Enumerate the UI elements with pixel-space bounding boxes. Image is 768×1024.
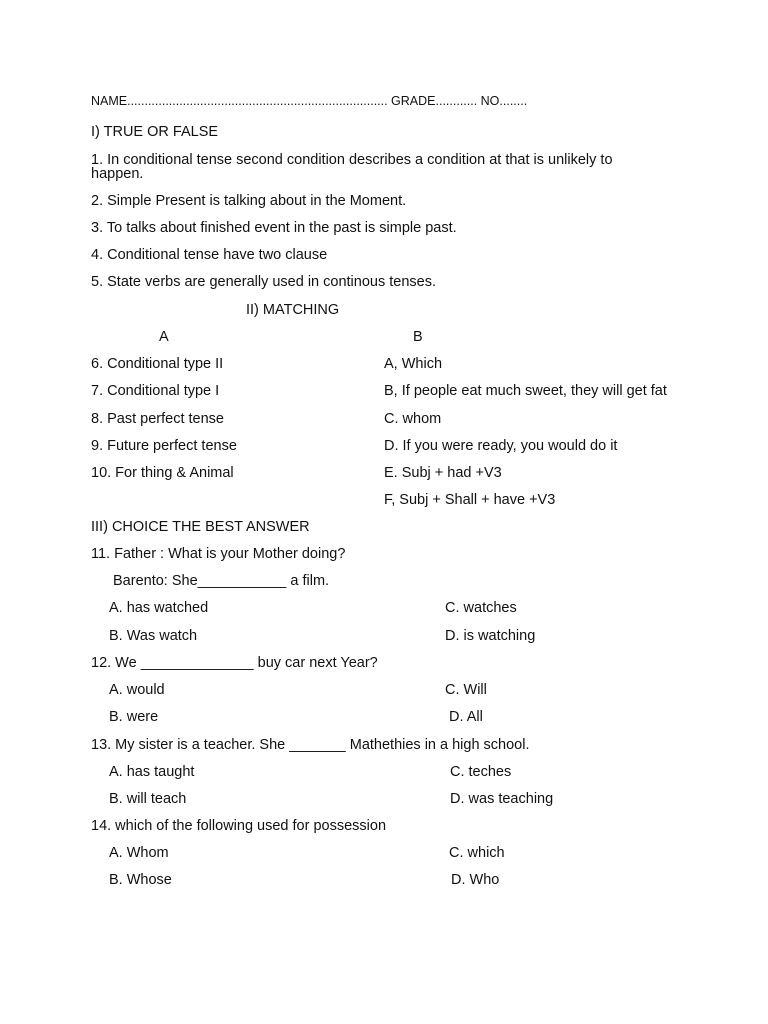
matching-a-item-10: 10. For thing & Animal — [91, 465, 234, 481]
question-14-option-c: C. which — [449, 845, 505, 861]
question-11-option-c: C. watches — [445, 600, 517, 616]
matching-a-item-8: 8. Past perfect tense — [91, 411, 224, 427]
question-11: 11. Father : What is your Mother doing? — [91, 546, 346, 562]
true-false-item-5: 5. State verbs are generally used in continous tenses. — [91, 274, 436, 290]
question-14-option-a: A. Whom — [109, 845, 169, 861]
matching-a-item-7: 7. Conditional type I — [91, 383, 220, 399]
matching-b-option-d: D. If you were ready, you would do it — [384, 438, 618, 454]
question-13-option-b: B. will teach — [109, 791, 187, 807]
matching-b-option-a: A, Which — [384, 356, 443, 372]
question-14: 14. which of the following used for possession — [91, 818, 387, 834]
matching-column-a-header: A — [159, 329, 169, 345]
question-13-option-d: D. was teaching — [450, 791, 554, 807]
question-13: 13. My sister is a teacher. She _______ Mathethies in a high school. — [91, 737, 530, 753]
matching-b-option-c: C. whom — [384, 411, 442, 427]
question-14-option-d: D. Who — [451, 872, 500, 888]
true-false-item-1: 1. In conditional tense second condition describes a condition at that is unlikely to happen. — [91, 152, 613, 182]
matching-column-b-header: B — [413, 329, 423, 345]
question-11-option-b: B. Was watch — [109, 628, 198, 644]
question-12: 12. We ______________ buy car next Year? — [91, 655, 378, 671]
section-matching-title: II) MATCHING — [246, 302, 340, 318]
question-11-line-2: Barento: She___________ a film. — [113, 573, 330, 589]
question-14-option-b: B. Whose — [109, 872, 172, 888]
question-11-option-d: D. is watching — [445, 628, 536, 644]
matching-a-item-9: 9. Future perfect tense — [91, 438, 237, 454]
question-13-option-c: C. teches — [450, 764, 512, 780]
header-name-grade-no: NAME........................................................................... GRADE............ NO........ — [91, 94, 528, 108]
matching-b-option-f: F, Subj + Shall + have +V3 — [384, 492, 556, 508]
question-12-option-c: C. Will — [445, 682, 487, 698]
question-11-option-a: A. has watched — [109, 600, 209, 616]
question-13-option-a: A. has taught — [109, 764, 195, 780]
question-12-option-b: B. were — [109, 709, 159, 725]
true-false-item-4: 4. Conditional tense have two clause — [91, 247, 328, 263]
matching-a-item-6: 6. Conditional type II — [91, 356, 224, 372]
section-choice-title: III) CHOICE THE BEST ANSWER — [91, 519, 310, 535]
matching-b-option-e: E. Subj + had +V3 — [384, 465, 502, 481]
matching-b-option-b: B, If people eat much sweet, they will get fat — [384, 383, 667, 399]
section-true-false-title: I) TRUE OR FALSE — [91, 124, 219, 140]
question-12-option-d: D. All — [449, 709, 483, 725]
question-12-option-a: A. would — [109, 682, 165, 698]
true-false-item-2: 2. Simple Present is talking about in the Moment. — [91, 193, 407, 209]
true-false-item-3: 3. To talks about finished event in the past is simple past. — [91, 220, 457, 236]
